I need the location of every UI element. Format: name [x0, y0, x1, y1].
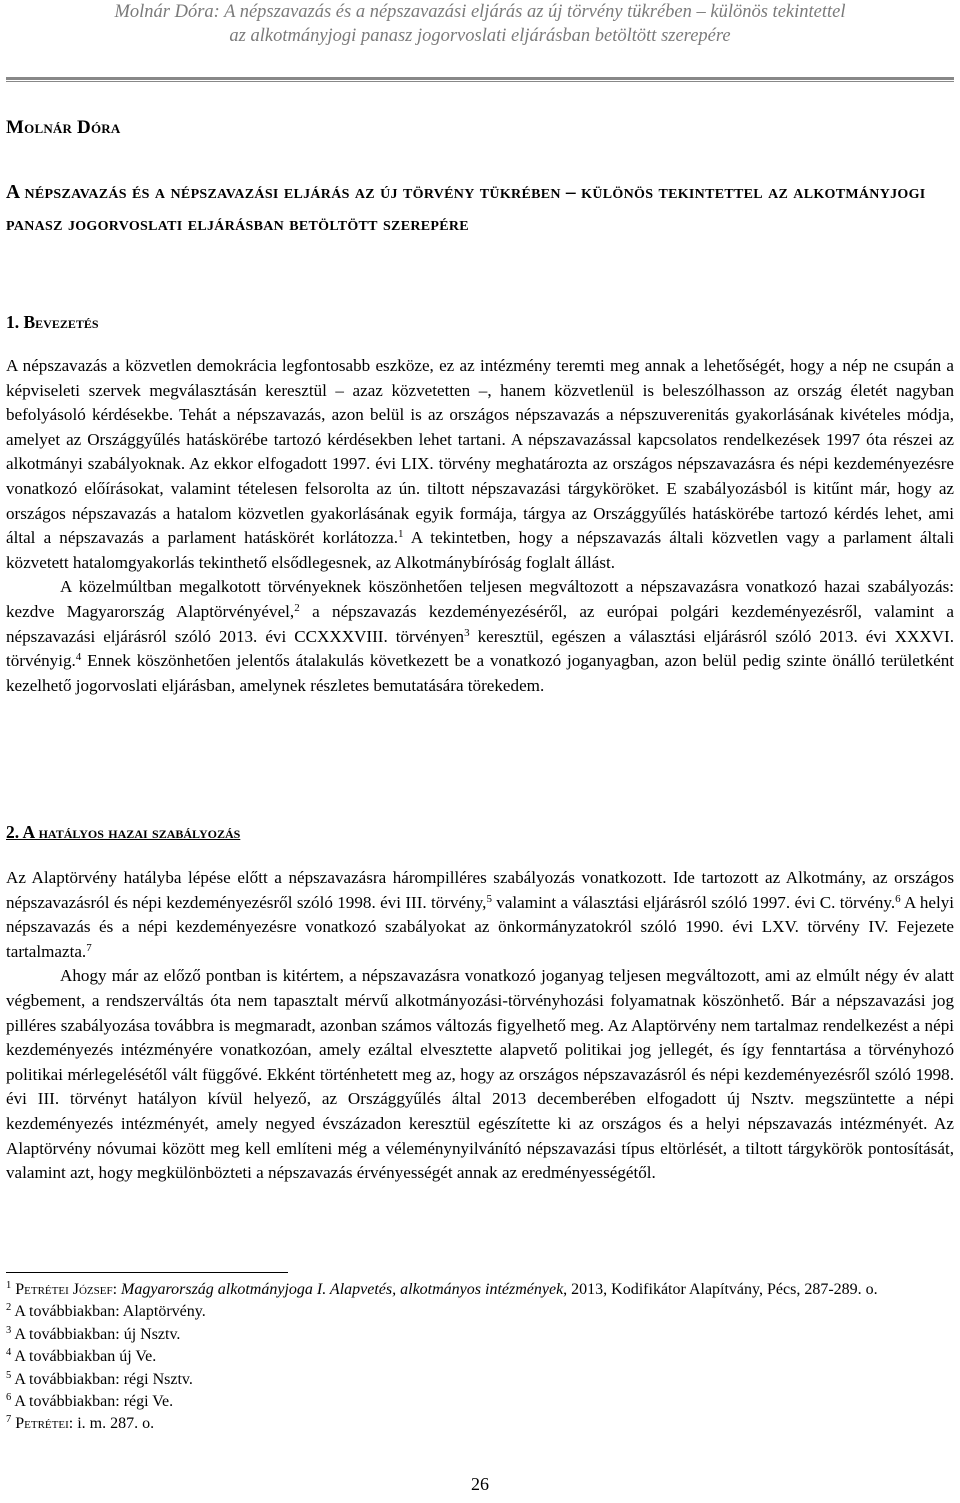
footnote-text: A továbbiakban: új Nsztv. [14, 1325, 181, 1343]
running-header-line-1: Molnár Dóra: A népszavazás és a népszavazási eljárás az új törvény tükrében – különös tekintettel [114, 2, 846, 22]
page-number: 26 [471, 1474, 489, 1494]
section-2-body [6, 866, 954, 1186]
paragraph [6, 866, 954, 964]
footnote-text: A továbbiakban: Alaptörvény. [14, 1303, 206, 1321]
paragraph-text: Ennek köszönhetően jelentős átalakulás következett be a vonatkozó joganyagban, azon belül pedig szinte önálló területként kezelhető jogorvoslati eljárásban, amelynek részletes bemutatására törekedem. [6, 651, 954, 695]
footnote-separator [6, 1272, 288, 1273]
section-1-body [6, 354, 954, 698]
footnote-ref-5[interactable]: 5 [486, 892, 492, 905]
header-rule [6, 77, 954, 82]
section-heading-2 [6, 822, 240, 843]
footnote-number: 4 [6, 1347, 12, 1359]
paragraph-text: A helyi népszavazás és a népi kezdeményezésre vonatkozó szabályokat az önkormányzatokról szóló 1990. évi LXV. törvény IV. Fejezete tartalmazta. [6, 892, 955, 961]
footnote-text: A továbbiakban: régi Nsztv. [14, 1370, 193, 1388]
running-header-line-2: az alkotmányjogi panasz jogorvoslati eljárásban betöltött szerepére [229, 26, 731, 46]
running-header [6, 0, 954, 48]
footnote-separator-text: : [112, 1281, 122, 1298]
footnote-number: 2 [6, 1302, 12, 1314]
footnote-ref-7[interactable]: 7 [86, 941, 92, 954]
footnote-1 [6, 1279, 954, 1301]
footnote-number: 3 [6, 1324, 12, 1336]
paragraph-text: A tekintetben, hogy a népszavazás általi közvetlen vagy a parlament általi közvetett hatalomgyakorlás tekinthető elsődlegesnek, az Alkotmánybíróság foglalt állást. [6, 528, 954, 572]
paragraph-text: Az Alaptörvény hatályba lépése előtt a népszavazásra hárompilléres szabályozás vonatkozott. Ide tartozott az Alkotmány, az országos népszavazásról és népi kezdeményezésről szóló 1998. évi III. törvény, [6, 868, 954, 912]
footnotes [6, 1279, 954, 1436]
footnote-4 [6, 1346, 954, 1368]
footnote-number: 5 [6, 1369, 12, 1381]
footnote-7 [6, 1413, 954, 1435]
footnote-number: 7 [6, 1414, 12, 1426]
footnote-ref-3[interactable]: 3 [464, 626, 470, 639]
footnote-book-title: Magyarország alkotmányjoga I. Alapvetés, alkotmányos intézmények [121, 1281, 564, 1298]
footnote-ref-2[interactable]: 2 [294, 601, 300, 614]
footnote-ref-4[interactable]: 4 [75, 651, 82, 664]
paragraph [6, 575, 954, 698]
footnote-text: : i. m. 287. o. [68, 1415, 155, 1433]
footnote-ref-1[interactable]: 1 [398, 528, 404, 541]
author-name: Molnár Dóra [6, 117, 121, 138]
footnote-6 [6, 1391, 954, 1413]
footnote-text: A továbbiakban: régi Ve. [14, 1393, 174, 1411]
footnote-ref-6[interactable]: 6 [895, 892, 901, 905]
paper-title: A népszavazás és a népszavazási eljárás az új törvény tükrében – különös tekintettel az alkotmányjogi panasz jogorvoslati eljárásban betöltött szerepére [6, 182, 926, 235]
footnote-author: Petrétei [15, 1415, 69, 1433]
footnote-text: A továbbiakban új Ve. [14, 1348, 157, 1366]
paragraph [6, 354, 954, 575]
footnote-number: 1 [6, 1280, 12, 1291]
footnote-2 [6, 1301, 954, 1323]
paragraph-text: A népszavazás a közvetlen demokrácia legfontosabb eszköze, ez az intézmény teremti meg annak a lehetőségét, hogy a nép ne csupán a képviseleti szervek megválasztásán keresztül – azaz közvetetten –, hanem közvetlenül is beleszólhasson az ország életét nagyban befolyásoló kérdésekbe. Tehát a népszavazás, azon belül is az országos népszavazás a népszuverenitás gyakorlásának kivételes módja, amelyet az Országgyűlés hatáskörébe tartozó kérdésekben lehet tartani. A népszavazással kapcsolatos rendelkezések 1997 óta részei az alkotmányi szabályoknak. Az ekkor elfogadott 1997. évi LIX. törvény meghatározta az országos népszavazásra és népi kezdeményezésre vonatkozó előírásokat, valamint tételesen felsorolta az ún. tiltott népszavazási tárgyköröket. E szabályozásból is kitűnt már, hogy az országos népszavazás a hatalom közvetlen gyakorlásának egyik formája, tárgya az Országgyűlés hatáskörébe tartozó kérdés lehet, ami által a népszavazás a parlament hatáskörét korlátozza. [6, 356, 954, 548]
paragraph-text: A közelmúltban megalkotott törvényeknek köszönhetően teljesen megváltozott a népszavazásra vonatkozó hazai szabályozás: kezdve Magyarország Alaptörvényével, [6, 577, 954, 621]
paragraph-text: a népszavazás kezdeményezéséről, az európai polgári kezdeményezésről, valamint a népszavazási eljárásról szóló 2013. évi CCXXXVIII. törvényen [6, 601, 954, 646]
footnote-5 [6, 1369, 954, 1391]
paragraph-text: keresztül, egészen a választási eljárásról szóló 2013. évi XXXVI. törvényig. [6, 626, 954, 671]
footnote-author: Petrétei József [15, 1281, 113, 1298]
section-heading-2-text: 2. A hatályos hazai szabályozás [6, 822, 241, 842]
footnote-text: , 2013, Kodifikátor Alapítvány, Pécs, 287-289. o. [563, 1281, 878, 1298]
footnote-number: 6 [6, 1392, 12, 1404]
paragraph: Ahogy már az előző pontban is kitértem, a népszavazásra vonatkozó joganyag teljesen megváltozott, ami az elmúlt négy év alatt végbement, a rendszerváltás óta nem tapasztalt mérvű alkotmányozási-törvényhozási folyamatnak köszönhető. Bár a népszavazási jog pilléres szabályozása továbbra is megmaradt, azonban számos változás figyelhető meg. Az Alaptörvény nem tartalmaz rendelkezést a népi kezdeményezés intézményére vonatkozóan, amely ezáltal elvesztette alapvető politikai jog jellegét, és így fenntartása a törvényhozó politikai mérlegelésétől vált függővé. Ekként történhetett meg az, hogy az országos népszavazásról és népi kezdeményezésről szóló 1998. évi III. törvényt hatályon kívül helyező, az Országgyűlés által 2013 decemberében elfogadott új Nsztv. megszüntette a népi kezdeményezés intézményét, amely negyed évszázadon keresztül egészítette ki az országos és a helyi népszavazás intézményét. Az Alaptörvény nóvumai között meg kell említeni még a véleménynyilvánító népszavazási típus eltörlését, a tiltott tárgykörök pontosítását, valamint azt, hogy megkülönbözteti a népszavazás érvényességét annak az eredményességétől. [6, 966, 954, 1183]
paragraph-text: valamint a választási eljárásról szóló 1997. évi C. törvény. [491, 892, 896, 912]
footnote-3 [6, 1324, 954, 1346]
section-heading-1: 1. Bevezetés [6, 312, 99, 332]
